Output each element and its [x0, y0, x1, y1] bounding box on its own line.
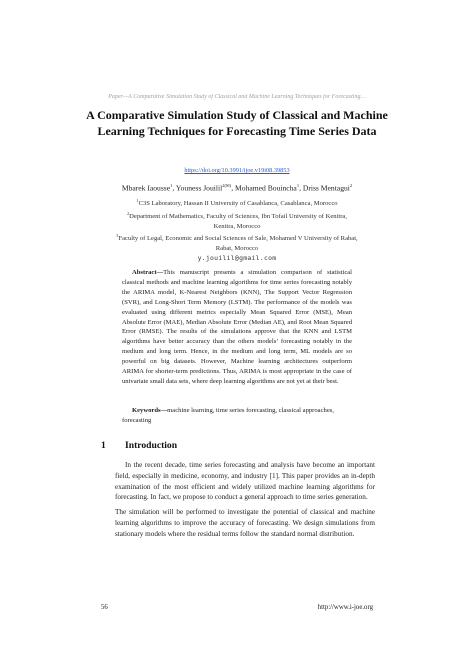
- corresponding-email[interactable]: y.jouilil@gmail.com: [197, 254, 277, 263]
- author-affiliation-mark: 2: [349, 183, 353, 188]
- page-number: 56: [101, 604, 108, 611]
- affiliation-mark: 2: [126, 210, 130, 216]
- affiliation-mark: 1: [136, 198, 139, 203]
- affiliations: [80, 196, 394, 264]
- keywords-text: machine learning, time series forecasting, classical approaches, forecasting: [122, 407, 334, 424]
- affiliation-2-city: Kenitra, Morocco: [213, 222, 261, 230]
- running-head: Paper—A Comparative Simulation Study of Classical and Machine Learning Techniques for Forecasting…: [108, 94, 366, 100]
- author-affiliation-mark: 2(✉): [222, 183, 232, 188]
- affiliation-text: Faculty of Legal, Economic and Social Sciences of Sale, Mohamed V University of Rabat,: [118, 235, 358, 243]
- author-separator: ,: [172, 183, 176, 193]
- abstract: [122, 268, 352, 387]
- section-heading: [101, 440, 177, 451]
- affiliation-text: C3S Laboratory, Hassan II University of Casablanca, Casablanca, Morocco: [138, 200, 338, 208]
- author-name: Youness Jouilil: [175, 183, 223, 193]
- section-number: 1: [101, 440, 106, 451]
- section-title: Introduction: [125, 440, 178, 451]
- author-affiliation-mark: 1: [170, 183, 173, 188]
- author-name: Driss Mentagui: [302, 183, 350, 193]
- affiliation-2: [80, 209, 394, 222]
- keywords: [122, 406, 352, 426]
- affiliation-text: Department of Mathematics, Faculty of Sciences, Ibn Tofail University of Kenitra,: [129, 213, 348, 221]
- body-paragraph: The simulation will be performed to investigate the potential of classical and machine learning algorithms to improve the accuracy of forecasting. We design simulations from stationary models where the residual terms follow the standard normal distribution.: [115, 508, 375, 538]
- journal-url[interactable]: http://www.i-joe.org: [317, 604, 373, 611]
- affiliation-1: [80, 196, 394, 209]
- abstract-text: This manuscript presents a simulation comparison of statistical classical methods and machine learning algorithms for time series forecasting notably the ARIMA model, K-Nearest Neighbors (KNN), The Support Vector Regression (SVR), and Long-Short Term Memory (LSTM). The performance of the models was evaluated using different metrics especially Mean Squared Error (MSE), Mean Absolute Error (MAE), Median Absolute Error (Median AE), and Root Mean Squared Error (RMSE). The results of the simulations approve that the KNN and LSTM algorithms have better accuracy than the others models’ forecasting notably in the medium and long term. Hence, in the medium and long term, ML models are so powerful on big datasets. However, Machine learning architectures outperform ARIMA for shorter-term predictions. Thus, ARIMA is most appropriate in the case of univariate small data sets, where deep learning algorithms are not yet at their best.: [122, 269, 352, 385]
- affiliation-3-city: Rabat, Morocco: [215, 245, 259, 253]
- author-separator: ,: [231, 183, 236, 193]
- body-paragraph: In the recent decade, time series forecasting and analysis have become an important field, especially in medicine, economy, and industry [1]. This paper provides an in-depth examination of the most efficient and widely utilized machine learning algorithms for forecasting. In fact, we propose to conduct a general approach to time series generation.: [115, 461, 375, 502]
- author-separator: ,: [299, 183, 303, 193]
- keywords-label: Keywords—: [132, 407, 168, 414]
- author-name: Mbarek Iaousse: [121, 183, 171, 193]
- author-list: [70, 183, 404, 193]
- doi-link[interactable]: https://doi.org/10.3991/ijoe.v19i08.39853: [184, 167, 290, 174]
- affiliation-mark: 3: [116, 233, 119, 239]
- paper-title: A Comparative Simulation Study of Classical and Machine Learning Techniques for Forecasting Time Series Data: [86, 108, 388, 138]
- author-affiliation-mark: 1: [296, 183, 300, 188]
- author-name: Mohamed Bouincha: [235, 183, 297, 193]
- affiliation-3: [80, 231, 394, 244]
- abstract-label: Abstract—: [132, 269, 164, 276]
